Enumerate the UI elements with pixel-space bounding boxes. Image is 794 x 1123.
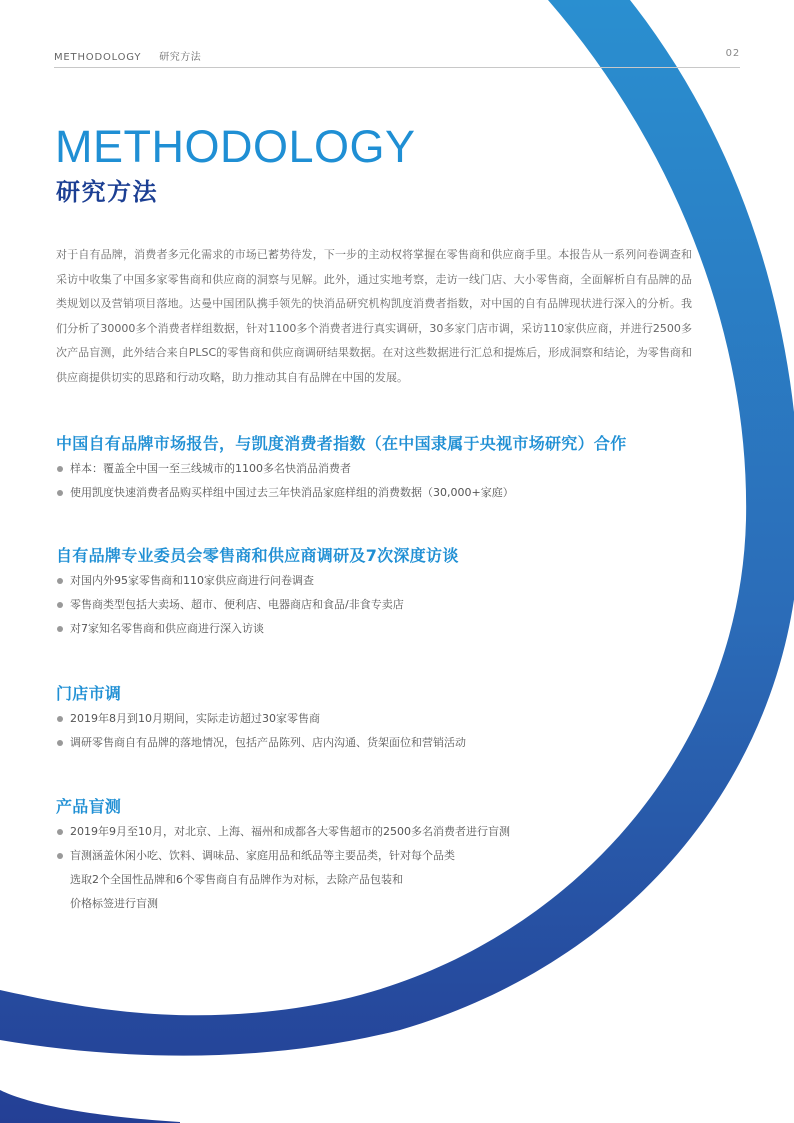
list-item: 样本：覆盖全中国一至三线城市的1100多名快消品消费者 <box>56 457 696 481</box>
header-section-en: METHODOLOGY <box>54 52 142 63</box>
bullet-list <box>56 569 696 641</box>
section-heading: 中国自有品牌市场报告，与凯度消费者指数（在中国隶属于央视市场研究）合作 <box>56 434 627 453</box>
bullet-dot-icon <box>57 578 63 584</box>
section-heading: 产品盲测 <box>56 797 122 816</box>
bullet-dot-icon <box>57 626 63 632</box>
section-kantar-report <box>56 434 696 505</box>
bullet-dot-icon <box>57 829 63 835</box>
list-item: 对国内外95家零售商和110家供应商进行问卷调查 <box>56 569 696 593</box>
intro-paragraph: 对于自有品牌，消费者多元化需求的市场已蓄势待发，下一步的主动权将掌握在零售商和供应商手里。本报告从一系列问卷调查和采访中收集了中国多家零售商和供应商的洞察与见解。此外，通过实地考察，走访一线门店、大小零售商，全面解析自有品牌的品类规划以及营销项目落地。达曼中国团队携手领先的快消品研究机构凯度消费者指数，对中国的自有品牌现状进行深入的分析。我们分析了30000多个消费者样组数据，针对1100多个消费者进行真实调研，30多家门店市调，采访110家供应商，并进行2500多次产品盲测，此外结合来自PLSC的零售商和供应商调研结果数据。在对这些数据进行汇总和提炼后，形成洞察和结论，为零售商和供应商提供切实的思路和行动攻略，助力推动其自有品牌在中国的发展。 <box>56 248 692 384</box>
list-item <box>56 844 696 916</box>
bullet-dot-icon <box>57 740 63 746</box>
section-blind-test <box>56 797 696 916</box>
list-item: 使用凯度快速消费者品购买样组中国过去三年快消品家庭样组的消费数据（30,000+家庭） <box>56 481 696 505</box>
list-item: 对7家知名零售商和供应商进行深入访谈 <box>56 617 696 641</box>
page-header <box>54 48 740 63</box>
header-section-cn: 研究方法 <box>159 52 202 63</box>
section-store-visits <box>56 684 696 755</box>
page-number: 02 <box>725 48 740 59</box>
bullet-list <box>56 820 696 916</box>
bullet-dot-icon <box>57 466 63 472</box>
header-divider <box>54 67 740 68</box>
list-item-line: 价格标签进行盲测 <box>70 897 158 910</box>
section-heading: 自有品牌专业委员会零售商和供应商调研及7次深度访谈 <box>56 546 459 565</box>
page-title-en: METHODOLOGY <box>55 121 416 172</box>
page-title-cn: 研究方法 <box>56 178 158 206</box>
list-item-line: 选取2个全国性品牌和6个零售商自有品牌作为对标，去除产品包装和 <box>70 873 403 886</box>
bullet-list <box>56 457 696 505</box>
list-item: 2019年9月至10月，对北京、上海、福州和成都各大零售超市的2500多名消费者进行盲测 <box>56 820 696 844</box>
bullet-dot-icon <box>57 716 63 722</box>
list-item: 调研零售商自有品牌的落地情况，包括产品陈列、店内沟通、货架面位和营销活动 <box>56 731 696 755</box>
list-item: 零售商类型包括大卖场、超市、便利店、电器商店和食品/非食专卖店 <box>56 593 696 617</box>
bullet-dot-icon <box>57 853 63 859</box>
list-item-line: 盲测涵盖休闲小吃、饮料、调味品、家庭用品和纸品等主要品类，针对每个品类 <box>70 849 455 862</box>
bullet-dot-icon <box>57 490 63 496</box>
bullet-list <box>56 707 696 755</box>
section-plsc-survey <box>56 546 696 641</box>
list-item: 2019年8月到10月期间，实际走访超过30家零售商 <box>56 707 696 731</box>
section-heading: 门店市调 <box>56 684 122 703</box>
bullet-dot-icon <box>57 602 63 608</box>
